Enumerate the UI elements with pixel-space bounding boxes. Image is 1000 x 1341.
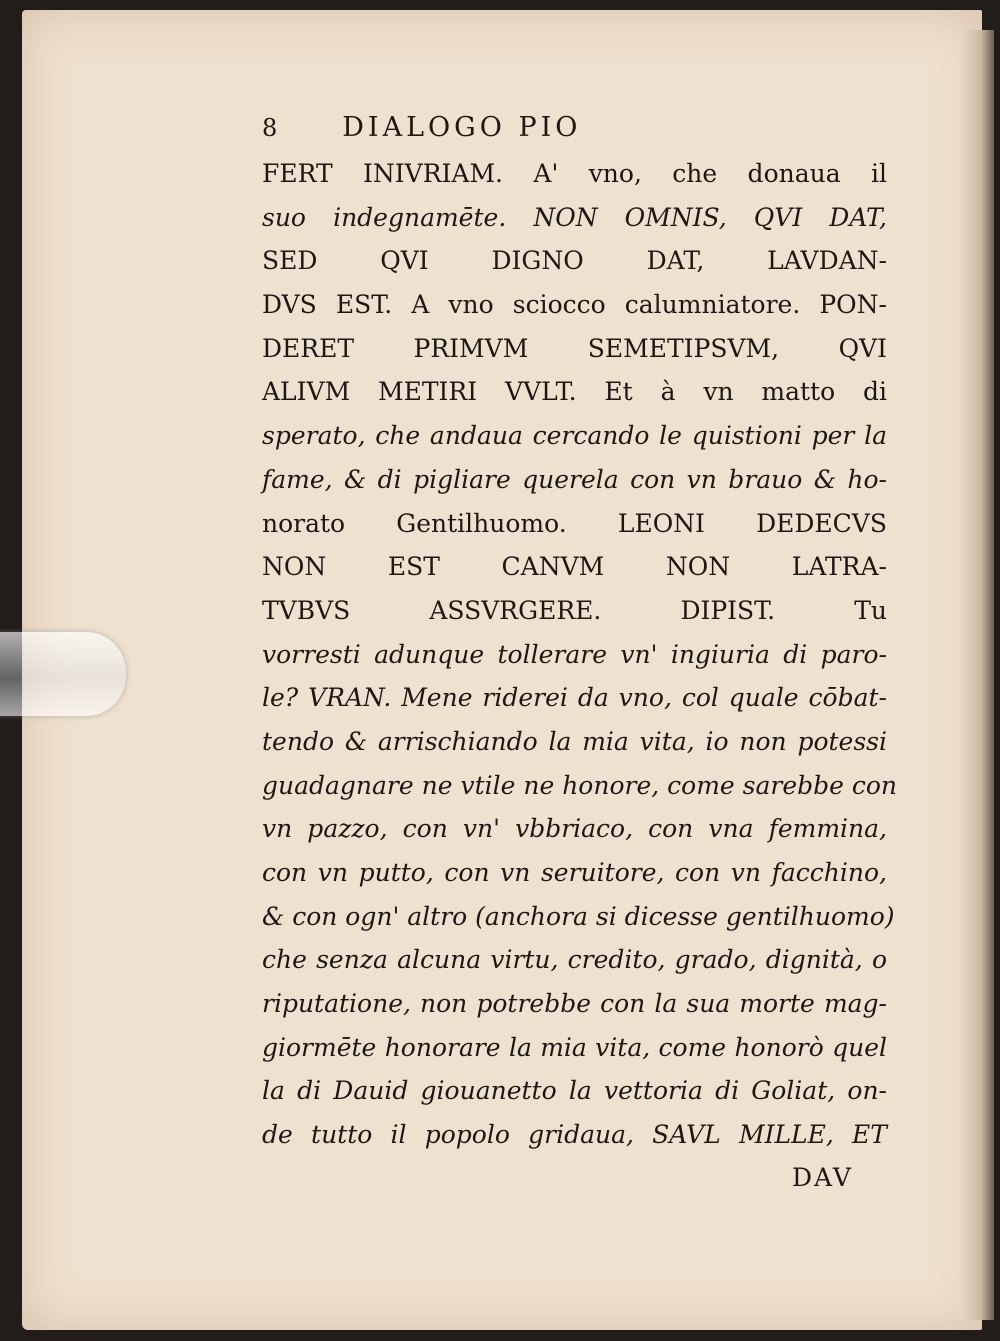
text-line: vorresti adunque tollerare vn' ingiuria di paro-: [262, 639, 887, 669]
text-line: de tutto il popolo gridaua, SAVL MILLE, ET: [262, 1120, 887, 1150]
printed-text-block: [262, 112, 898, 1192]
text-line: FERT INIVRIAM. A' vno, che donaua il: [262, 159, 887, 188]
text-line: la di Dauid giouanetto la vettoria di Goliat, on-: [262, 1076, 887, 1106]
text-line: con vn putto, con vn seruitore, con vn facchino,: [262, 858, 887, 887]
plastic-clip: [0, 632, 126, 716]
catchword: DAV: [792, 1162, 853, 1192]
text-line: TVBVS ASSVRGERE. DIPIST. Tu: [262, 595, 887, 625]
text-line: riputatione, non potrebbe con la sua morte mag-: [262, 989, 887, 1019]
text-line: ALIVM METIRI VVLT. Et à vn matto di: [262, 377, 887, 407]
right-page-stack: [960, 30, 994, 1320]
page-header: [262, 112, 887, 152]
text-line: DVS EST. A vno sciocco calumniatore. PON-: [262, 290, 887, 320]
text-line: NON EST CANVM NON LATRA-: [262, 552, 887, 582]
text-line: sperato, che andaua cercando le quistioni per la: [262, 421, 887, 451]
text-line: SED QVI DIGNO DAT, LAVDAN-: [262, 246, 887, 276]
text-line: guadagnare ne vtile ne honore, come sarebbe con: [262, 770, 898, 800]
text-line: DERET PRIMVM SEMETIPSVM, QVI: [262, 333, 887, 363]
text-line: giormēte honorare la mia vita, come honorò quel: [262, 1032, 887, 1062]
text-line: vn pazzo, con vn' vbbriaco, con vna femmina,: [262, 814, 887, 844]
text-line: suo indegnamēte. NON OMNIS, QVI DAT,: [262, 202, 887, 232]
text-line: & con ogn' altro (anchora si dicesse gentilhuomo): [262, 901, 895, 931]
running-head: DIALOGO PIO: [342, 112, 582, 143]
text-line: norato Gentilhuomo. LEONI DEDECVS: [262, 508, 887, 538]
text-line: le? VRAN. Mene riderei da vno, col quale cōbat-: [262, 683, 887, 713]
text-line: fame, & di pigliare querela con vn brauo & ho-: [262, 464, 887, 494]
text-line: tendo & arrischiando la mia vita, io non potessi: [262, 726, 887, 756]
page-number: 8: [262, 114, 281, 142]
text-line: che senza alcuna virtu, credito, grado, dignità, o: [262, 945, 887, 975]
